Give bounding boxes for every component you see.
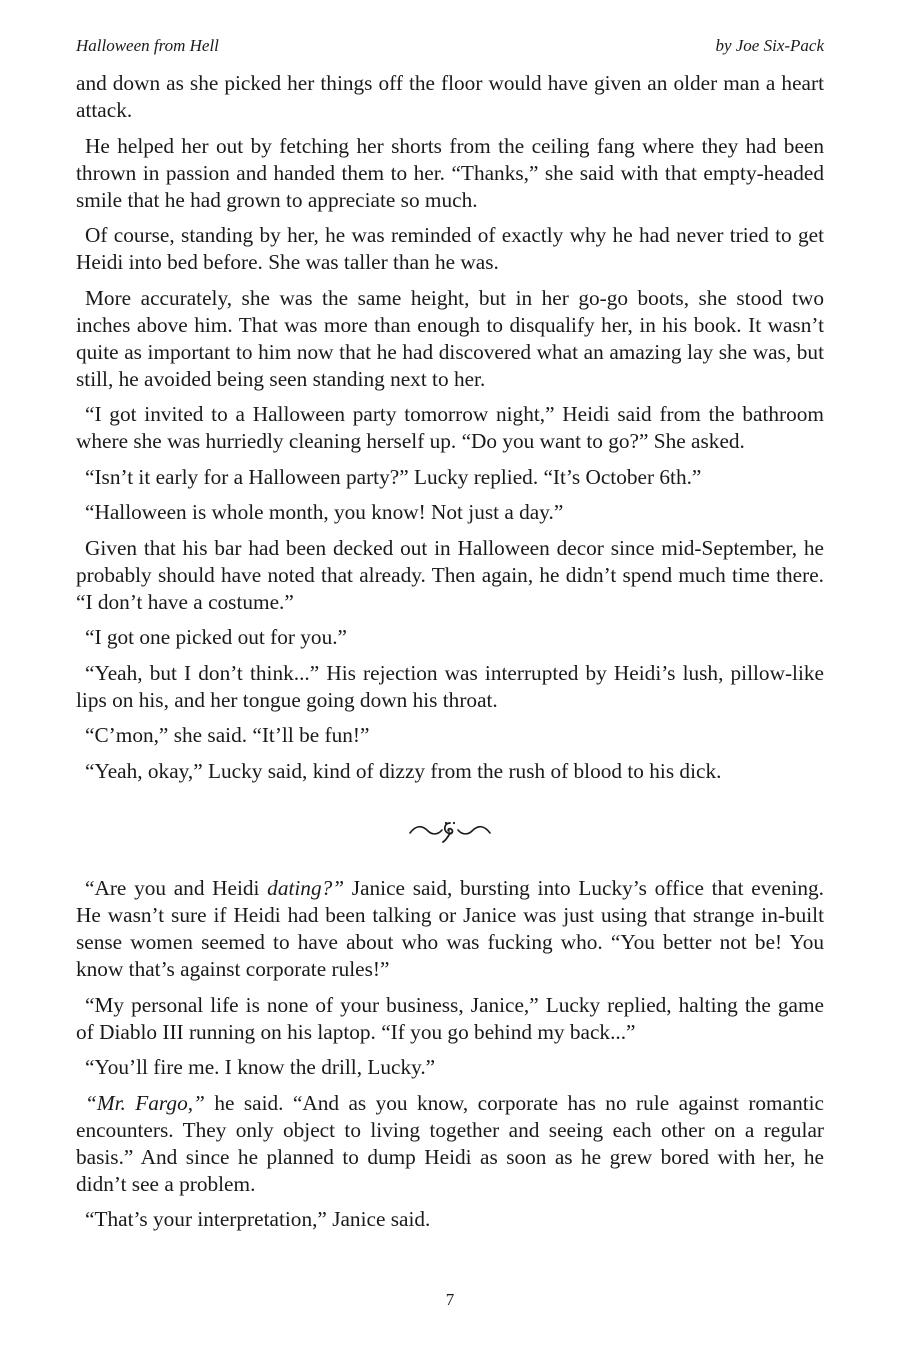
page-number: 7 [445, 1290, 455, 1309]
paragraph [76, 875, 824, 983]
paragraph: “My personal life is none of your business, Janice,” Lucky replied, halting the game of Diablo III running on his laptop. “If you go behind my back...” [76, 992, 824, 1044]
running-header [76, 36, 824, 56]
text-run: he said. “And as you know, corporate has no rule against romantic encounters. They only object to living together and seeing each other on a regular basis.” And since he planned to dump Heidi as soon as he grew bored with her, he didn’t see a problem. [76, 1090, 825, 1196]
emphasis: “Mr. Fargo,” [85, 1090, 205, 1115]
paragraph [76, 1090, 824, 1198]
book-title: Halloween from Hell [76, 36, 219, 55]
paragraph: “I got one picked out for you.” [85, 625, 347, 649]
paragraph: “Halloween is whole month, you know! Not just a day.” [85, 500, 564, 524]
paragraph: “I got invited to a Halloween party tomorrow night,” Heidi said from the bathroom where she was hurriedly cleaning herself up. “Do you want to go?” She asked. [76, 402, 824, 453]
body-text [76, 70, 824, 1242]
paragraph: He helped her out by fetching her shorts from the ceiling fang where they had been thrown in passion and handed them to her. “Thanks,” she said with that empty-headed smile that he had grown to appreciate so much. [76, 133, 824, 212]
paragraph: Given that his bar had been decked out in Halloween decor since mid-September, he probably should have noted that already. Then again, he didn’t spend much time there. “I don’t have a costume.” [76, 535, 824, 614]
book-author: by Joe Six-Pack [715, 36, 824, 55]
paragraph: “That’s your interpretation,” Janice said. [85, 1207, 431, 1231]
paragraph: “Yeah, but I don’t think...” His rejection was interrupted by Heidi’s lush, pillow-like lips on his, and her tongue going down his throat. [76, 660, 824, 712]
paragraph: “Yeah, okay,” Lucky said, kind of dizzy from the rush of blood to his dick. [85, 758, 722, 783]
fleuron-scroll-icon [408, 819, 492, 845]
paragraph: “Isn’t it early for a Halloween party?” Lucky replied. “It’s October 6th.” [85, 464, 702, 489]
paragraph: Of course, standing by her, he was reminded of exactly why he had never tried to get Heidi into bed before. She was taller than he was. [76, 223, 824, 274]
emphasis: dating?” [267, 876, 345, 900]
paragraph: “C’mon,” she said. “It’ll be fun!” [85, 723, 370, 747]
section-break [76, 793, 824, 871]
paragraph: and down as she picked her things off the floor would have given an older man a heart attack. [76, 71, 824, 122]
text-run: “Are you and Heidi [85, 876, 268, 900]
paragraph: “You’ll fire me. I know the drill, Lucky.” [85, 1055, 436, 1079]
text-run: Janice said, bursting into Lucky’s office that evening. He wasn’t sure if Heidi had been talking or Janice was just using that strange in-built sense women seemed to have about who was fucking who. “You better not be! You know that’s against corporate rules!” [76, 876, 824, 981]
paragraph: More accurately, she was the same height, but in her go-go boots, she stood two inches above him. That was more than enough to disqualify her, in his book. It wasn’t quite as important to him now that he had discovered what an amazing lay she was, but still, he avoided being seen standing next to her. [76, 285, 824, 391]
